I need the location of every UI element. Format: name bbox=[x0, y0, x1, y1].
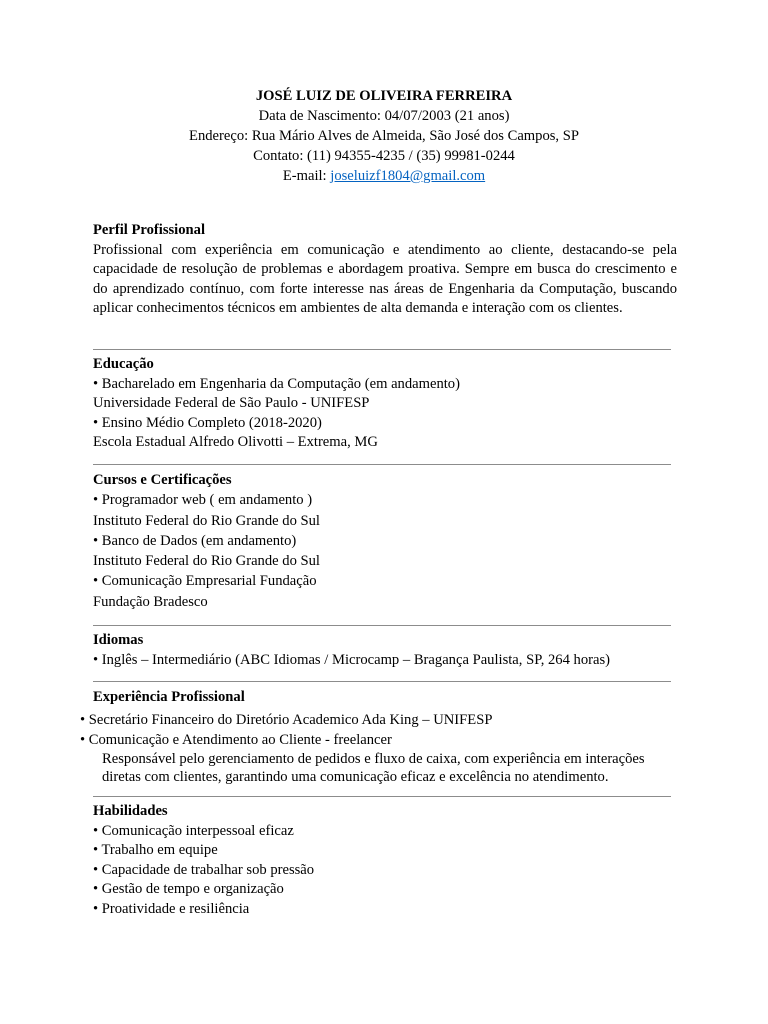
birth-date: Data de Nascimento: 04/07/2003 (21 anos) bbox=[258, 108, 510, 124]
section-habilidades bbox=[93, 802, 677, 919]
list-item: • Programador web ( em andamento ) bbox=[93, 492, 313, 509]
email-label: E-mail: bbox=[282, 168, 331, 184]
list-item: • Banco de Dados (em andamento) bbox=[93, 532, 297, 549]
list-item: Universidade Federal de São Paulo - UNIFESP bbox=[93, 395, 370, 411]
section-title-idiomas: Idiomas bbox=[93, 632, 144, 648]
description-line: Responsável pelo gerenciamento de pedidos e fluxo de caixa, com experiência em interações bbox=[102, 751, 645, 767]
list-item: Instituto Federal do Rio Grande do Sul bbox=[93, 553, 320, 570]
email-link[interactable]: joseluizf1804@gmail.com bbox=[330, 168, 486, 184]
address: Endereço: Rua Mário Alves de Almeida, São José dos Campos, SP bbox=[189, 128, 579, 144]
list-item: • Comunicação e Atendimento ao Cliente - freelancer bbox=[80, 731, 392, 748]
section-cursos bbox=[93, 470, 677, 612]
email-row bbox=[0, 166, 768, 186]
section-title-educacao: Educação bbox=[93, 356, 154, 372]
list-item: • Inglês – Intermediário (ABC Idiomas / Microcamp – Bragança Paulista, SP, 264 horas) bbox=[93, 651, 611, 668]
list-item: • Comunicação interpessoal eficaz bbox=[93, 822, 294, 839]
description-line: diretas com clientes, garantindo uma comunicação eficaz e excelência no atendimento. bbox=[102, 769, 609, 785]
section-title-habilidades: Habilidades bbox=[93, 803, 168, 819]
experience-description bbox=[80, 750, 680, 786]
list-item: • Gestão de tempo e organização bbox=[93, 881, 284, 897]
list-item: • Capacidade de trabalhar sob pressão bbox=[93, 861, 315, 878]
list-item: • Trabalho em equipe bbox=[93, 842, 218, 858]
divider bbox=[93, 349, 671, 350]
list-item: • Proatividade e resiliência bbox=[93, 900, 250, 917]
list-item: Fundação Bradesco bbox=[93, 593, 208, 610]
list-item: • Secretário Financeiro do Diretório Academico Ada King – UNIFESP bbox=[80, 712, 493, 728]
section-idiomas bbox=[93, 631, 677, 670]
section-experiencia-title-wrap bbox=[93, 688, 677, 708]
section-title-cursos: Cursos e Certificações bbox=[93, 472, 232, 488]
divider bbox=[93, 464, 671, 465]
perfil-text: Profissional com experiência em comunicação e atendimento ao cliente, destacando-se pela capacidade de resolução de problemas e abordagem proativa. Sempre em busca do crescimento e do aprendizado contínuo, com forte interesse nas áreas de Engenharia da Computação, buscando aplicar conhecimentos técnicos em ambientes de alta demanda e interação com os clientes. bbox=[93, 241, 677, 316]
section-title-experiencia: Experiência Profissional bbox=[93, 689, 245, 705]
section-experiencia bbox=[80, 711, 680, 786]
resume-header bbox=[0, 86, 768, 186]
list-item: • Ensino Médio Completo (2018-2020) bbox=[93, 414, 322, 431]
divider bbox=[93, 681, 671, 682]
list-item: • Comunicação Empresarial Fundação bbox=[93, 573, 317, 590]
section-perfil bbox=[93, 221, 677, 319]
divider bbox=[93, 796, 671, 797]
contact-phones: Contato: (11) 94355-4235 / (35) 99981-0244 bbox=[253, 148, 515, 164]
list-item: • Bacharelado em Engenharia da Computação (em andamento) bbox=[93, 375, 460, 392]
section-title-perfil: Perfil Profissional bbox=[93, 222, 206, 238]
section-educacao bbox=[93, 355, 677, 453]
list-item: Instituto Federal do Rio Grande do Sul bbox=[93, 512, 320, 529]
list-item: Escola Estadual Alfredo Olivotti – Extrema, MG bbox=[93, 434, 378, 450]
divider bbox=[93, 625, 671, 626]
candidate-name: JOSÉ LUIZ DE OLIVEIRA FERREIRA bbox=[255, 88, 513, 104]
